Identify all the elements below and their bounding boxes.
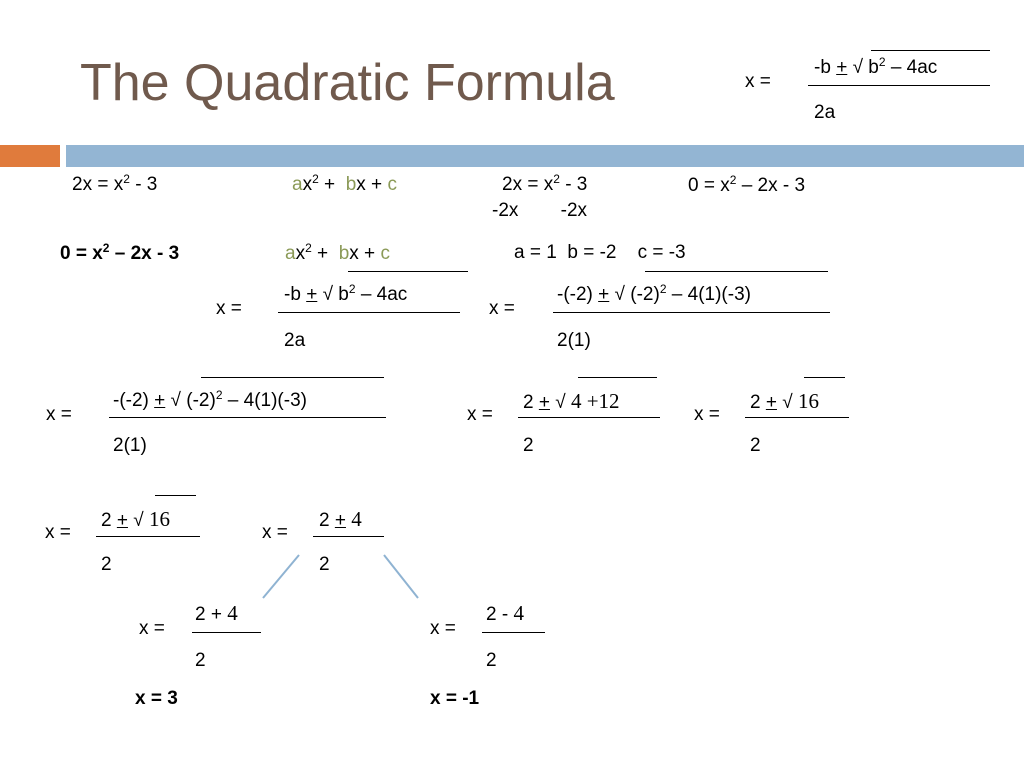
- standard-form-bold: $0 = x^2 - 2x - 3$: [60, 241, 180, 264]
- row4-lhs-1: x =: [45, 522, 71, 543]
- branch-line-left: [263, 555, 299, 598]
- header-formula-numer: -b + √ $b^2 - 4ac$: [814, 55, 938, 78]
- substituted-numer: -(-2) + √ $(-2)^2 - 4(1)(-3)$: [557, 282, 751, 305]
- answer-1: x = 3: [135, 688, 178, 709]
- substituted-denom: 2(1): [557, 330, 591, 351]
- general-form: $ax^2$ + bx + c: [292, 172, 397, 195]
- row4-numer-2: 2 + 4: [319, 507, 362, 531]
- row5-lhs-1: x =: [139, 618, 165, 639]
- original-equation: $2x = x^2 - 3$: [72, 172, 158, 195]
- row4-denom-1: 2: [101, 554, 112, 575]
- row3-denom-2: 2: [523, 435, 534, 456]
- row3-lhs-3: x =: [694, 404, 720, 425]
- substituted-lhs: x =: [489, 298, 515, 319]
- row5-denom-1: 2: [195, 650, 206, 671]
- row3-numer-3: 2 + √ 16: [750, 389, 819, 413]
- formula-numer: -b + √ $b^2 - 4ac$: [284, 282, 408, 305]
- row4-lhs-2: x =: [262, 522, 288, 543]
- formula-lhs: x =: [216, 298, 242, 319]
- rearrange-step: $2x = x^2 - 3$: [502, 172, 588, 195]
- row3-lhs-2: x =: [467, 404, 493, 425]
- row3-numer-1: -(-2) + √ $(-2)^2 - 4(1)(-3)$: [113, 388, 307, 411]
- row4-denom-2: 2: [319, 554, 330, 575]
- slide-title: The Quadratic Formula: [80, 54, 615, 112]
- row3-denom-3: 2: [750, 435, 761, 456]
- formula-denom: 2a: [284, 330, 306, 351]
- answer-2: x = -1: [430, 688, 480, 709]
- branch-line-right: [384, 555, 418, 598]
- header-formula-lhs: x =: [745, 71, 771, 92]
- row4-numer-1: 2 + √ 16: [101, 507, 170, 531]
- coefficients: a = 1 b = -2 c = -3: [514, 242, 686, 263]
- row5-numer-1: 2 + 4: [195, 601, 238, 625]
- row5-numer-2: 2 - 4: [486, 601, 524, 625]
- row5-denom-2: 2: [486, 650, 497, 671]
- general-form-2: $ax^2$ + bx + c: [285, 241, 390, 264]
- row3-denom-1: 2(1): [113, 435, 147, 456]
- standard-form: $0 = x^2 - 2x - 3$: [688, 173, 806, 196]
- row5-lhs-2: x =: [430, 618, 456, 639]
- row3-lhs-1: x =: [46, 404, 72, 425]
- header-formula-denom: 2a: [814, 102, 836, 123]
- rearrange-subtract: -2x -2x: [492, 200, 588, 221]
- row3-numer-2: 2 + √ 4 +12: [523, 389, 620, 413]
